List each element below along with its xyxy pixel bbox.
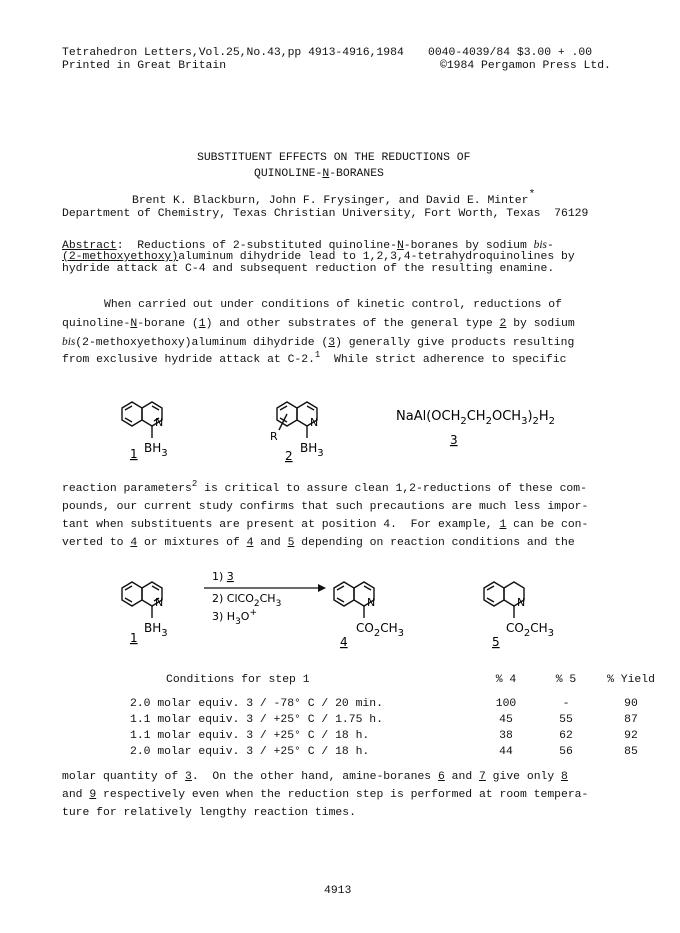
nitrogen-label-2: N: [310, 416, 319, 429]
journal-price: 0040-4039/84 $3.00 + .00: [428, 47, 593, 59]
reaction-arrow-head: [318, 584, 326, 592]
row-pct4: 38: [499, 730, 513, 742]
row-conditions: 2.0 molar equiv. 3 / +25° C / 18 h.: [130, 746, 370, 758]
bh3-label-2: $BH_3$: [300, 441, 324, 459]
author-list: Brent K. Blackburn, John F. Frysinger, and David E. Minter*: [132, 189, 536, 207]
affiliation: Department of Chemistry, Texas Christian University, Fort Worth, Texas 76129: [62, 208, 589, 220]
step-2: 2) $ClCO_2CH_3$: [212, 592, 282, 609]
table-row: [130, 696, 666, 712]
row-yield: 85: [624, 746, 638, 758]
abstract-line3: hydride attack at C-4 and subsequent reduction of the resulting enamine.: [62, 263, 555, 275]
header-yield: % Yield: [607, 674, 655, 686]
reagent-formula: $NaAl(OCH_2CH_2OCH_3)_2H_2$: [396, 409, 556, 427]
paper-title-line2: QUINOLINE-N-BORANES: [254, 168, 384, 180]
bh3-label: $BH_3$: [144, 441, 168, 459]
header-pct5: % 5: [555, 674, 577, 686]
para3-line2: and 9 respectively even when the reduction step is performed at room tempera-: [62, 789, 589, 801]
page-number: 4913: [324, 885, 352, 897]
paper-title-line1: SUBSTITUENT EFFECTS ON THE REDUCTIONS OF: [197, 152, 471, 164]
compound-2-label: 2: [285, 449, 293, 463]
scheme-compound-1-label: 1: [130, 631, 138, 645]
table-row: [130, 744, 666, 760]
printed-location: Printed in Great Britain: [62, 60, 227, 72]
r-substituent-label: R: [270, 430, 278, 443]
row-conditions: 2.0 molar equiv. 3 / -78° C / 20 min.: [130, 698, 383, 710]
product-4-ester: $CO_2CH_3$: [356, 621, 404, 639]
scheme-nitrogen-3: N: [517, 596, 526, 609]
para1-line4: from exclusive hydride attack at C-2.$^1$ While strict adherence to specific: [62, 350, 567, 366]
para1-line2: quinoline-N-borane (1) and other substrates of the general type 2 by sodium: [62, 318, 575, 330]
row-yield: 87: [624, 714, 638, 726]
header-conditions: Conditions for step 1: [166, 674, 310, 686]
row-pct5: 56: [559, 746, 573, 758]
row-pct4: 45: [499, 714, 513, 726]
row-pct4: 100: [495, 698, 517, 710]
copyright: ©1984 Pergamon Press Ltd.: [440, 60, 611, 72]
step-1: 1) 3: [212, 570, 234, 583]
step-3: 3) $H_3O^+$: [212, 608, 258, 627]
table-row: [130, 712, 666, 728]
compound-1-label: 1: [130, 447, 138, 461]
table-row: [130, 728, 666, 744]
product-5-ester: $CO_2CH_3$: [506, 621, 554, 639]
results-table: [130, 672, 666, 760]
row-pct4: 44: [499, 746, 513, 758]
para2-line2: pounds, our current study confirms that such precautions are much less impor-: [62, 501, 589, 513]
para3-line3: ture for relatively lengthy reaction times.: [62, 807, 356, 819]
compound-4-label: 4: [340, 635, 348, 649]
compound-3-label: 3: [450, 433, 458, 447]
abstract-line2: (2-methoxyethoxy)aluminum dihydride lead to 1,2,3,4-tetrahydroquinolines by: [62, 251, 575, 263]
scheme-bh3: $BH_3$: [144, 621, 168, 639]
abstract-line1: Abstract: Reductions of 2-substituted quinoline-N-boranes by sodium bis-: [62, 239, 554, 252]
row-conditions: 1.1 molar equiv. 3 / +25° C / 1.75 h.: [130, 714, 383, 726]
compound-5-label: 5: [492, 635, 500, 649]
para2-line1: reaction parameters$^2$ is critical to assure clean 1,2-reductions of these com-: [62, 479, 587, 495]
row-yield: 92: [624, 730, 638, 742]
nitrogen-label: N: [155, 416, 164, 429]
para3-line1: molar quantity of 3. On the other hand, amine-boranes 6 and 7 give only 8: [62, 771, 568, 783]
row-yield: 90: [624, 698, 638, 710]
para2-line4: verted to 4 or mixtures of 4 and 5 depending on reaction conditions and the: [62, 537, 575, 549]
table-header-row: [130, 672, 666, 696]
row-pct5: 55: [559, 714, 573, 726]
header-pct4: % 4: [495, 674, 517, 686]
scheme-nitrogen-1: N: [155, 596, 164, 609]
row-pct5: 62: [559, 730, 573, 742]
para1-line1: When carried out under conditions of kinetic control, reductions of: [104, 299, 562, 311]
journal-citation: Tetrahedron Letters,Vol.25,No.43,pp 4913-4916,1984: [62, 47, 404, 59]
structures-row-1: [100, 380, 600, 465]
row-conditions: 1.1 molar equiv. 3 / +25° C / 18 h.: [130, 730, 370, 742]
reaction-scheme: [100, 560, 600, 655]
para2-line3: tant when substituents are present at position 4. For example, 1 can be con-: [62, 519, 589, 531]
para1-line3: bis(2-methoxyethoxy)aluminum dihydride (3) generally give products resulting: [62, 336, 575, 349]
row-pct5: -: [562, 698, 570, 710]
scheme-nitrogen-2: N: [367, 596, 376, 609]
